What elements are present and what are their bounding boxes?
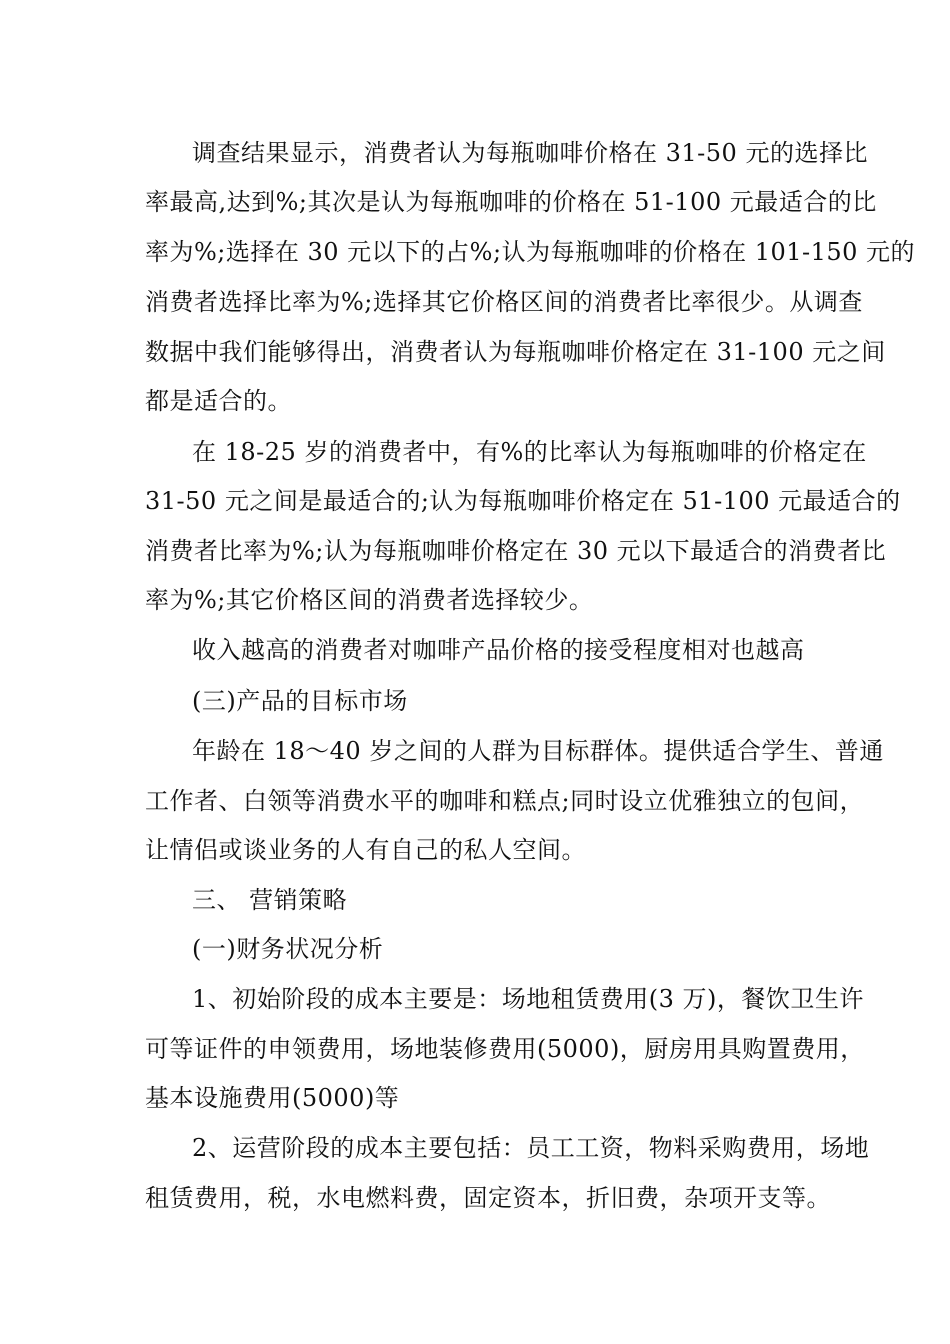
text-line: 收入越高的消费者对咖啡产品价格的接受程度相对也越高 bbox=[192, 636, 805, 664]
text-line: 消费者比率为%;认为每瓶咖啡价格定在 30 元以下最适合的消费者比 bbox=[145, 537, 887, 565]
text-line: 数据中我们能够得出，消费者认为每瓶咖啡价格定在 31-100 元之间 bbox=[145, 338, 886, 366]
text-line: 31-50 元之间是最适合的;认为每瓶咖啡价格定在 51-100 元最适合的 bbox=[145, 487, 901, 515]
text-line: 基本设施费用(5000)等 bbox=[145, 1084, 400, 1112]
text-line: 让情侣或谈业务的人有自己的私人空间。 bbox=[145, 836, 586, 864]
section-heading: (三)产品的目标市场 bbox=[192, 687, 408, 715]
text-line: 1、初始阶段的成本主要是：场地租赁费用(3 万)，餐饮卫生许 bbox=[192, 985, 864, 1013]
text-line: 年龄在 18～40 岁之间的人群为目标群体。提供适合学生、普通 bbox=[192, 737, 884, 765]
text-line: 都是适合的。 bbox=[145, 387, 292, 415]
text-line: 消费者选择比率为%;选择其它价格区间的消费者比率很少。从调查 bbox=[145, 288, 863, 316]
section-heading: (一)财务状况分析 bbox=[192, 935, 384, 963]
text-line: 2、运营阶段的成本主要包括：员工工资，物料采购费用，场地 bbox=[192, 1134, 870, 1162]
text-line: 工作者、白领等消费水平的咖啡和糕点;同时设立优雅独立的包间， bbox=[145, 787, 865, 815]
text-line: 在 18-25 岁的消费者中，有%的比率认为每瓶咖啡的价格定在 bbox=[192, 438, 867, 466]
text-line: 率为%;其它价格区间的消费者选择较少。 bbox=[145, 586, 594, 614]
text-line: 率为%;选择在 30 元以下的占%;认为每瓶咖啡的价格在 101-150 元的 bbox=[145, 238, 916, 266]
text-line: 可等证件的申领费用，场地装修费用(5000)，厨房用具购置费用， bbox=[145, 1035, 865, 1063]
text-line: 率最高,达到%;其次是认为每瓶咖啡的价格在 51-100 元最适合的比 bbox=[145, 188, 877, 216]
text-line: 调查结果显示，消费者认为每瓶咖啡价格在 31-50 元的选择比 bbox=[192, 139, 868, 167]
text-line: 租赁费用，税，水电燃料费，固定资本，折旧费，杂项开支等。 bbox=[145, 1184, 831, 1212]
section-heading: 三、 营销策略 bbox=[192, 886, 348, 914]
